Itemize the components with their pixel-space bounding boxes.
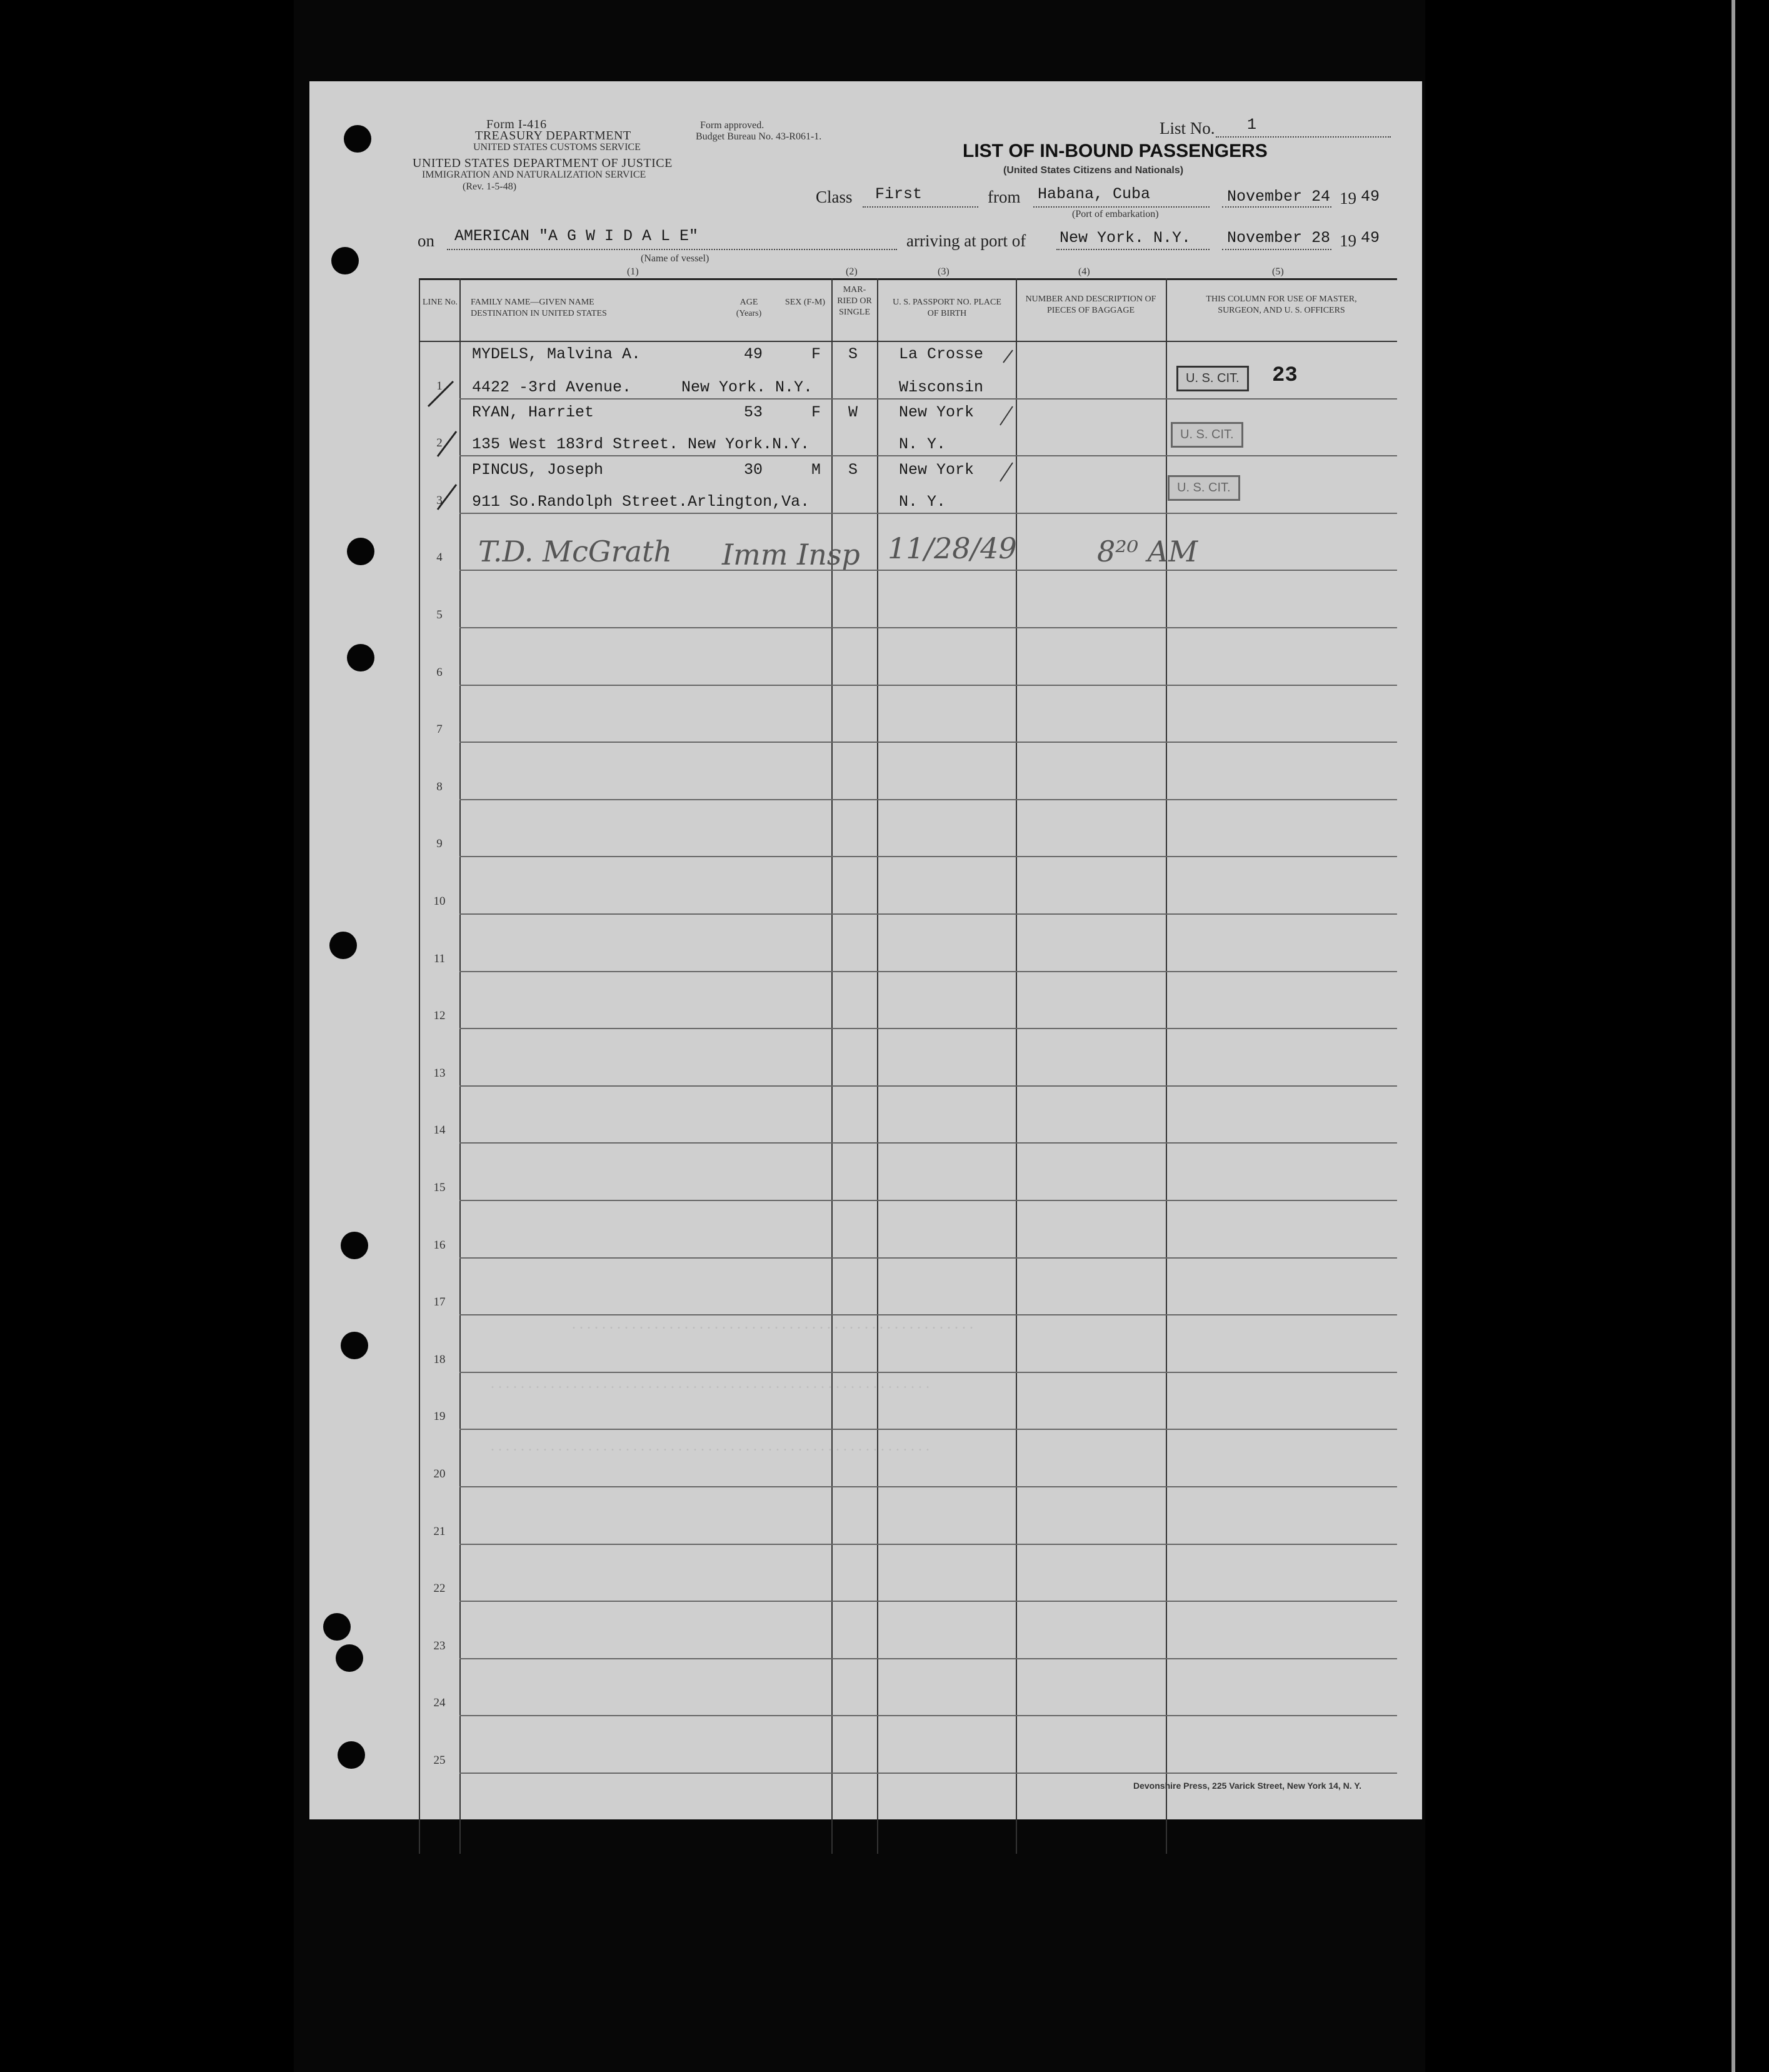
- header-name: FAMILY NAME—GIVEN NAME DESTINATION IN UNITED STATES: [471, 298, 607, 319]
- col-num-4: (4): [1078, 266, 1090, 277]
- birth-check-marks: [994, 347, 1019, 485]
- row-number: 4: [436, 551, 443, 565]
- row-number: 17: [433, 1295, 446, 1309]
- row-number: 5: [436, 608, 443, 621]
- row-rule: [459, 799, 1397, 800]
- row-rule: [459, 627, 1397, 628]
- col-num-2: (2): [846, 266, 858, 277]
- passenger-birth: New York: [899, 403, 975, 421]
- passenger-name: MYDELS, Malvina A.: [472, 345, 641, 363]
- row-number: 25: [433, 1754, 446, 1767]
- binder-hole: [323, 1613, 351, 1641]
- binder-hole: [329, 932, 357, 959]
- row-number: 19: [433, 1410, 446, 1424]
- passenger-city: New York. N.Y.: [681, 378, 813, 396]
- us-cit-stamp: U. S. CIT.: [1171, 422, 1243, 448]
- page-subtitle: (United States Citizens and Nationals): [1003, 165, 1184, 176]
- class-value: First: [875, 185, 923, 203]
- list-no-value: 1: [1247, 116, 1257, 134]
- row-rule: [459, 913, 1397, 915]
- header-age: AGE (Years): [736, 298, 762, 319]
- row-rule: [459, 971, 1397, 972]
- row-number: 6: [436, 665, 443, 679]
- row-rule: [459, 570, 1397, 571]
- passenger-status: S: [848, 345, 858, 363]
- row-rule: [459, 685, 1397, 686]
- us-cit-stamp: U. S. CIT.: [1168, 475, 1240, 501]
- passenger-age: 49: [744, 345, 763, 363]
- row-number: 16: [433, 1238, 446, 1252]
- row-rule: [459, 1601, 1397, 1602]
- row-number: 11: [433, 952, 446, 965]
- name-col-rule: [831, 278, 833, 1854]
- ins: IMMIGRATION AND NATURALIZATION SERVICE: [422, 169, 646, 180]
- passenger-birth: New York: [899, 461, 975, 479]
- header-rule: [419, 341, 1397, 342]
- arrival-date-line: [1222, 249, 1331, 250]
- inspection-time: 8²⁰ AM: [1097, 535, 1198, 568]
- row-number: 12: [433, 1009, 446, 1023]
- row-number: 24: [433, 1696, 446, 1710]
- arrival-port-line: [1056, 249, 1210, 250]
- department: TREASURY DEPARTMENT: [475, 129, 631, 143]
- row-rule: [459, 1142, 1397, 1144]
- binder-hole: [347, 644, 374, 671]
- row-rule: [459, 1658, 1397, 1659]
- row-number: 3: [436, 493, 443, 507]
- header-married: MAR-RIED OR SINGLE: [837, 285, 872, 318]
- binder-hole: [331, 247, 359, 274]
- binder-hole: [341, 1232, 368, 1259]
- passenger-sex: F: [811, 403, 821, 421]
- from-label: from: [988, 188, 1021, 206]
- passenger-address: 911 So.Randolph Street.Arlington,Va.: [472, 493, 810, 511]
- arrival-year-prefix: 19: [1340, 231, 1356, 250]
- row-rule: [459, 1257, 1397, 1259]
- departure-year-prefix: 19: [1340, 189, 1356, 208]
- arriving-label: arriving at port of: [906, 231, 1026, 250]
- row-rule: [459, 398, 1397, 400]
- row-number: 20: [433, 1467, 446, 1481]
- married-col-rule: [877, 278, 878, 1854]
- row-rule: [459, 1486, 1397, 1487]
- row-rule: [459, 455, 1397, 456]
- row-rule: [459, 1200, 1397, 1201]
- from-line: [1033, 206, 1210, 208]
- from-value: Habana, Cuba: [1038, 185, 1151, 203]
- binder-hole: [347, 538, 374, 565]
- header-officers: THIS COLUMN FOR USE OF MASTER, SURGEON, AND U. S. OFFICERS: [1206, 294, 1357, 316]
- inspection-date: 11/28/49: [888, 531, 1017, 565]
- printer-imprint: Devonshire Press, 225 Varick Street, New York 14, N. Y.: [1133, 1781, 1361, 1791]
- col-num-5: (5): [1272, 266, 1284, 277]
- passenger-address: 4422 -3rd Avenue.: [472, 378, 632, 396]
- inspector-title: Imm Insp: [722, 538, 860, 571]
- list-no-label: List No.: [1160, 119, 1215, 138]
- vessel-line: [447, 249, 897, 250]
- binder-hole: [338, 1741, 365, 1769]
- departure-date: November 24: [1227, 188, 1331, 206]
- bleed-through-text: . . . . . . . . . . . . . . . . . . . . . . . . . . . . . . . . . . . . . . . . . . . . . . . . . . . . . . . . . . .: [491, 1438, 930, 1454]
- arrival-port: New York. N.Y.: [1060, 229, 1191, 247]
- passenger-birth: La Crosse: [899, 345, 984, 363]
- passenger-name: RYAN, Harriet: [472, 403, 594, 421]
- row-number: 9: [436, 837, 443, 851]
- row-number: 10: [433, 895, 446, 908]
- row-number: 15: [433, 1181, 446, 1194]
- passenger-age: 30: [744, 461, 763, 479]
- row-rule: [459, 1028, 1397, 1029]
- passenger-birth-state: Wisconsin: [899, 378, 984, 396]
- row-rule: [459, 1773, 1397, 1774]
- page-title: LIST OF IN-BOUND PASSENGERS: [963, 141, 1268, 161]
- row-number: 18: [433, 1352, 446, 1366]
- binder-hole: [344, 125, 371, 153]
- list-no-line: [1216, 136, 1391, 138]
- passport-col-rule: [1016, 278, 1017, 1854]
- table-left-rule: [419, 278, 420, 1854]
- baggage-col-rule: [1166, 278, 1167, 1854]
- row-rule: [459, 513, 1397, 514]
- port-caption: (Port of embarkation): [1072, 209, 1159, 219]
- passenger-sex: M: [811, 461, 821, 479]
- row-number: 21: [433, 1524, 446, 1538]
- col-num-3: (3): [938, 266, 950, 277]
- us-cit-stamp: U. S. CIT.: [1176, 366, 1249, 391]
- form-number: Form I-416: [486, 118, 547, 131]
- passenger-status: S: [848, 461, 858, 479]
- table-top-rule: [419, 278, 1397, 280]
- row-number: 1: [436, 379, 443, 393]
- departure-year: 49: [1361, 188, 1380, 206]
- passenger-age: 53: [744, 403, 763, 421]
- line-col-rule: [459, 278, 461, 1854]
- row-number: 2: [436, 436, 443, 450]
- customs-service: UNITED STATES CUSTOMS SERVICE: [473, 142, 641, 153]
- header-sex: SEX (F-M): [784, 298, 826, 307]
- revision: (Rev. 1-5-48): [463, 181, 517, 192]
- header-passport: U. S. PASSPORT NO. PLACE OF BIRTH: [893, 298, 1001, 319]
- row-rule: [459, 1429, 1397, 1430]
- class-label: Class: [816, 188, 853, 206]
- row-rule: [459, 1544, 1397, 1545]
- binder-hole: [336, 1644, 363, 1672]
- citizen-count: 23: [1272, 364, 1298, 388]
- manifest-page: [309, 81, 1422, 1819]
- form-approved: Form approved.: [700, 120, 764, 131]
- on-label: on: [418, 231, 434, 250]
- row-number: 22: [433, 1582, 446, 1596]
- passenger-birth-state: N. Y.: [899, 435, 946, 453]
- passenger-sex: F: [811, 345, 821, 363]
- vessel-name: AMERICAN "A G W I D A L E": [454, 227, 699, 245]
- vessel-caption: (Name of vessel): [641, 253, 709, 264]
- row-number: 7: [436, 723, 443, 737]
- header-line-no: LINE No.: [423, 298, 458, 307]
- arrival-date: November 28: [1227, 229, 1331, 247]
- arrival-year: 49: [1361, 229, 1380, 247]
- row-rule: [459, 742, 1397, 743]
- class-line: [863, 206, 978, 208]
- doj: UNITED STATES DEPARTMENT OF JUSTICE: [413, 156, 673, 170]
- departure-line: [1222, 206, 1331, 208]
- row-rule: [459, 1085, 1397, 1087]
- row-number: 13: [433, 1066, 446, 1080]
- inspector-signature: T.D. McGrath: [478, 535, 673, 568]
- row-number: 23: [433, 1639, 446, 1652]
- row-number: 8: [436, 780, 443, 793]
- row-rule: [459, 1715, 1397, 1716]
- row-rule: [459, 856, 1397, 857]
- header-baggage: NUMBER AND DESCRIPTION OF PIECES OF BAGGAGE: [1025, 294, 1156, 316]
- col-num-1: (1): [627, 266, 639, 277]
- row-rule: [459, 1314, 1397, 1315]
- binder-hole: [341, 1332, 368, 1359]
- passenger-name: PINCUS, Joseph: [472, 461, 604, 479]
- passenger-address: 135 West 183rd Street. New York.N.Y.: [472, 435, 810, 453]
- row-rule: [459, 1372, 1397, 1373]
- passenger-status: W: [848, 403, 858, 421]
- bleed-through-text: . . . . . . . . . . . . . . . . . . . . . . . . . . . . . . . . . . . . . . . . . . . . . . . . . . . . . .: [572, 1316, 973, 1332]
- scan-edge: [1731, 0, 1735, 2072]
- bleed-through-text: . . . . . . . . . . . . . . . . . . . . . . . . . . . . . . . . . . . . . . . . . . . . . . . . . . . . . . . . . . .: [491, 1375, 930, 1392]
- budget-bureau: Budget Bureau No. 43-R061-1.: [696, 131, 822, 142]
- passenger-birth-state: N. Y.: [899, 493, 946, 511]
- row-number: 14: [433, 1124, 446, 1137]
